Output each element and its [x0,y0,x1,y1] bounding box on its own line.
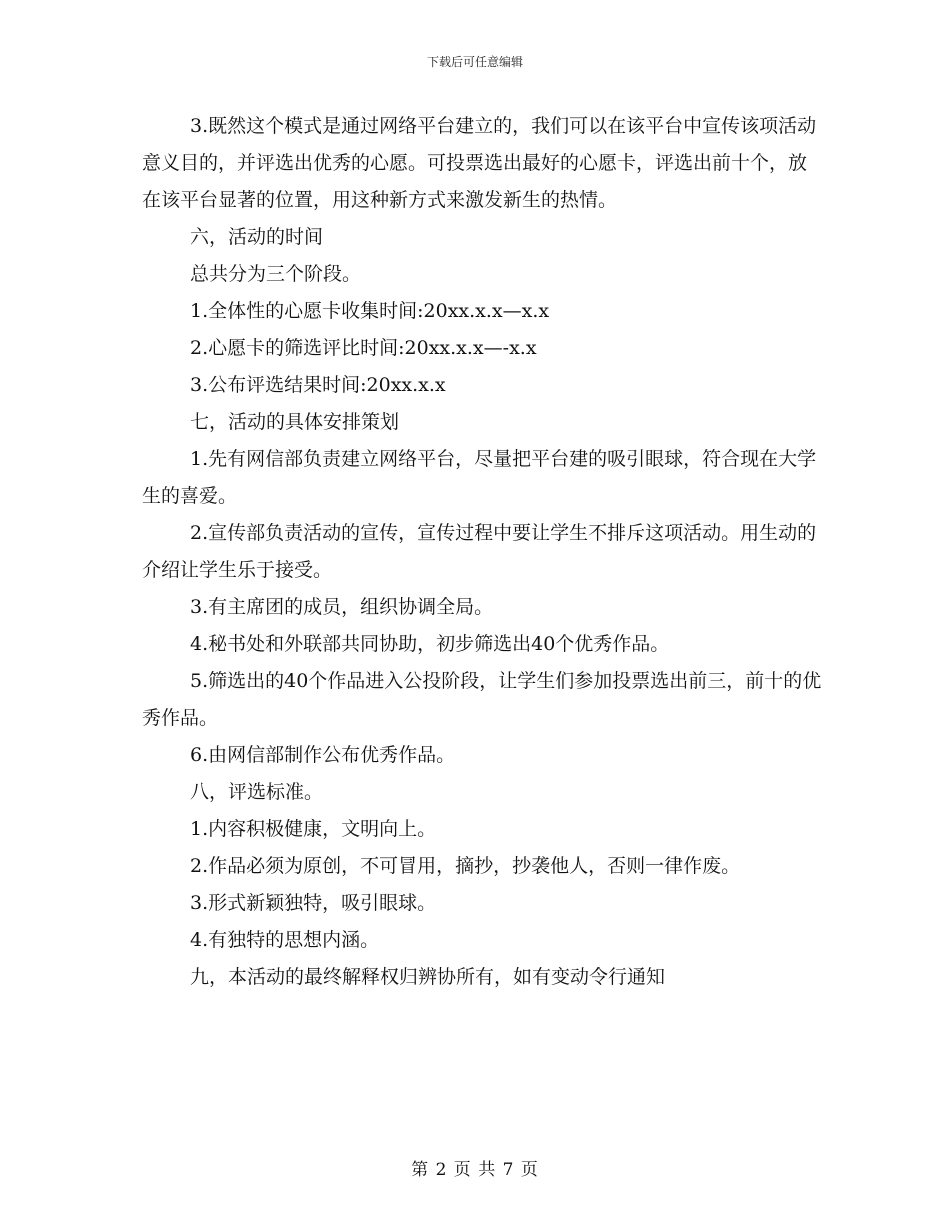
list-item: 1.内容积极健康，文明向上。 [190,818,437,840]
paragraph: 3.既然这个模式是通过网络平台建立的，我们可以在该平台中宣传该项活动意义目的，并评选出优秀的心愿。可投票选出最好的心愿卡，评选出前十个，放在该平台显著的位置，用这种新方式来激发新生的热情。 [142,115,817,211]
section-heading: 六，活动的时间 [190,226,324,248]
list-item: 2.宣传部负责活动的宣传，宣传过程中要让学生不排斥这项活动。用生动的介绍让学生乐于接受。 [142,522,817,581]
page-number-footer: 第 2 页 共 7 页 [411,1160,539,1180]
list-item: 1.先有网信部负责建立网络平台，尽量把平台建的吸引眼球，符合现在大学生的喜爱。 [142,448,817,507]
page-header-note: 下载后可任意编辑 [426,55,523,69]
paragraph: 总共分为三个阶段。 [190,263,362,285]
list-item: 2.作品必须为原创，不可冒用，摘抄，抄袭他人，否则一律作废。 [190,855,741,877]
document-body [142,108,822,996]
list-item: 3.公布评选结果时间:20xx.x.x [190,374,446,396]
section-heading: 八，评选标准。 [190,781,324,803]
list-item: 4.有独特的思想内涵。 [190,929,380,951]
list-item: 4.秘书处和外联部共同协助，初步筛选出40个优秀作品。 [190,633,670,655]
list-item: 5.筛选出的40个作品进入公投阶段，让学生们参加投票选出前三，前十的优秀作品。 [142,670,822,729]
list-item: 2.心愿卡的筛选评比时间:20xx.x.x—-x.x [190,337,537,359]
list-item: 3.形式新颖独特，吸引眼球。 [190,892,437,914]
list-item: 3.有主席团的成员，组织协调全局。 [190,596,494,618]
section-heading: 七，活动的具体安排策划 [190,411,400,433]
section-heading: 九，本活动的最终解释权归辨协所有，如有变动令行通知 [190,966,666,988]
list-item: 6.由网信部制作公布优秀作品。 [190,744,456,766]
list-item: 1.全体性的心愿卡收集时间:20xx.x.x—x.x [190,300,550,322]
